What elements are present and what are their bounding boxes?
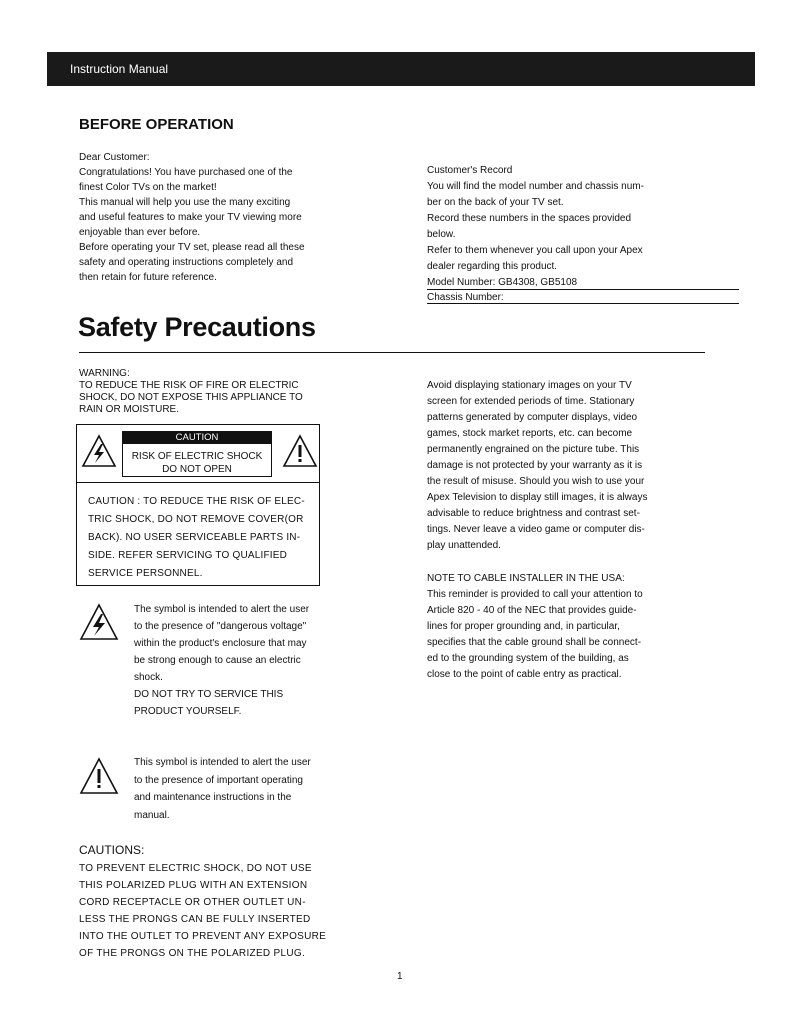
- text-line: and maintenance instructions in the: [134, 792, 292, 803]
- text-line: TO REDUCE THE RISK OF FIRE OR ELECTRIC: [79, 380, 299, 391]
- lightning-warning-icon: [79, 603, 119, 641]
- customer-record-text: [427, 163, 644, 275]
- risk-text: [122, 450, 272, 476]
- text-line: finest Color TVs on the market!: [79, 182, 217, 193]
- text-line: NOTE TO CABLE INSTALLER IN THE USA:: [427, 573, 625, 584]
- text-line: Before operating your TV set, please read all these: [79, 242, 305, 253]
- text-line: INTO THE OUTLET TO PREVENT ANY EXPOSURE: [79, 931, 327, 942]
- lightning-warning-icon: [81, 434, 117, 468]
- text-line: be strong enough to cause an electric: [134, 655, 301, 666]
- text-line: the result of misuse. Should you wish to use your: [427, 476, 645, 487]
- text-line: enjoyable than ever before.: [79, 227, 201, 238]
- text-line: and useful features to make your TV viewing more: [79, 212, 302, 223]
- text-line: RAIN OR MOISTURE.: [79, 404, 180, 415]
- text-line: safety and operating instructions completely and: [79, 257, 294, 268]
- cautions-text: [79, 860, 326, 962]
- caution-box-divider: [76, 482, 319, 483]
- exclamation-symbol-text: [134, 754, 311, 824]
- text-line: LESS THE PRONGS CAN BE FULLY INSERTED: [79, 914, 311, 925]
- text-line: Avoid displaying stationary images on your TV: [427, 380, 632, 391]
- text-line: Congratulations! You have purchased one of the: [79, 167, 293, 178]
- text-line: This manual will help you use the many exciting: [79, 197, 291, 208]
- text-line: permanently engrained on the picture tube. This: [427, 444, 640, 455]
- text-line: shock.: [134, 672, 163, 683]
- text-line: Dear Customer:: [79, 152, 150, 163]
- text-line: THIS POLARIZED PLUG WITH AN EXTENSION: [79, 880, 308, 891]
- stationary-images-text: [427, 378, 647, 554]
- text-line: Apex Television to display still images, it is always: [427, 492, 648, 503]
- page-number: 1: [397, 971, 403, 982]
- text-line: SHOCK, DO NOT EXPOSE THIS APPLIANCE TO: [79, 392, 303, 403]
- text-line: lines for proper grounding and, in particular,: [427, 621, 620, 632]
- text-line: SERVICE PERSONNEL.: [88, 568, 203, 579]
- text-line: play unattended.: [427, 540, 501, 551]
- text-line: to the presence of important operating: [134, 774, 303, 786]
- warning-text: [79, 368, 303, 416]
- text-line: Record these numbers in the spaces provided: [427, 213, 632, 224]
- text-line: tings. Never leave a video game or computer dis-: [427, 524, 645, 535]
- caution-label: CAUTION: [123, 432, 271, 444]
- cautions-title: CAUTIONS:: [79, 843, 145, 857]
- header-title: Instruction Manual: [70, 62, 169, 76]
- text-line: This symbol is intended to alert the user: [134, 757, 311, 768]
- before-operation-text: [79, 150, 305, 285]
- text-line: CORD RECEPTACLE OR OTHER OUTLET UN-: [79, 897, 306, 908]
- text-line: below.: [427, 229, 456, 240]
- caution-box-text: [88, 493, 305, 583]
- text-line: Article 820 - 40 of the NEC that provides guide-: [427, 605, 637, 616]
- text-line: DO NOT OPEN: [162, 464, 232, 475]
- text-line: RISK OF ELECTRIC SHOCK: [131, 451, 263, 462]
- exclamation-warning-icon: [282, 434, 318, 468]
- text-line: then retain for future reference.: [79, 272, 217, 283]
- before-operation-heading: BEFORE OPERATION: [79, 116, 234, 133]
- voltage-symbol-text: [134, 601, 309, 720]
- text-line: close to the point of cable entry as practical.: [427, 669, 622, 680]
- text-line: within the product's enclosure that may: [134, 638, 307, 649]
- text-line: The symbol is intended to alert the user: [134, 604, 310, 615]
- text-line: CAUTION : TO REDUCE THE RISK OF ELEC-: [88, 496, 305, 507]
- text-line: DO NOT TRY TO SERVICE THIS: [134, 689, 284, 700]
- text-line: Refer to them whenever you call upon your Apex: [427, 245, 643, 256]
- text-line: screen for extended periods of time. Stationary: [427, 396, 635, 407]
- text-line: TO PREVENT ELECTRIC SHOCK, DO NOT USE: [79, 863, 312, 874]
- safety-precautions-heading: Safety Precautions: [78, 312, 316, 342]
- text-line: BACK). NO USER SERVICEABLE PARTS IN-: [88, 532, 301, 543]
- text-line: OF THE PRONGS ON THE POLARIZED PLUG.: [79, 948, 306, 959]
- text-line: This reminder is provided to call your attention to: [427, 589, 643, 600]
- cable-installer-note: [427, 571, 643, 683]
- text-line: SIDE. REFER SERVICING TO QUALIFIED: [88, 550, 288, 561]
- model-number: Model Number: GB4308, GB5108: [427, 277, 578, 288]
- text-line: damage is not protected by your warranty as it is: [427, 460, 643, 471]
- text-line: dealer regarding this product.: [427, 261, 558, 272]
- text-line: ed to the grounding system of the building, as: [427, 653, 629, 664]
- text-line: advisable to reduce brightness and contrast set-: [427, 508, 640, 519]
- exclamation-warning-icon: [79, 757, 119, 795]
- text-line: You will find the model number and chassis num-: [427, 181, 644, 192]
- text-line: manual.: [134, 809, 170, 821]
- text-line: ber on the back of your TV set.: [427, 197, 564, 208]
- text-line: PRODUCT YOURSELF.: [134, 706, 242, 717]
- text-line: to the presence of "dangerous voltage": [134, 621, 307, 632]
- heading-divider: [79, 352, 705, 353]
- text-line: TRIC SHOCK, DO NOT REMOVE COVER(OR: [88, 514, 304, 525]
- chassis-number: Chassis Number:: [427, 292, 504, 303]
- text-line: games, stock market reports, etc. can become: [427, 428, 633, 439]
- text-line: specifies that the cable ground shall be connect-: [427, 637, 642, 648]
- text-line: Customer's Record: [427, 165, 513, 176]
- text-line: patterns generated by computer displays, video: [427, 412, 638, 423]
- text-line: WARNING:: [79, 368, 130, 379]
- chassis-number-underline: [427, 303, 739, 304]
